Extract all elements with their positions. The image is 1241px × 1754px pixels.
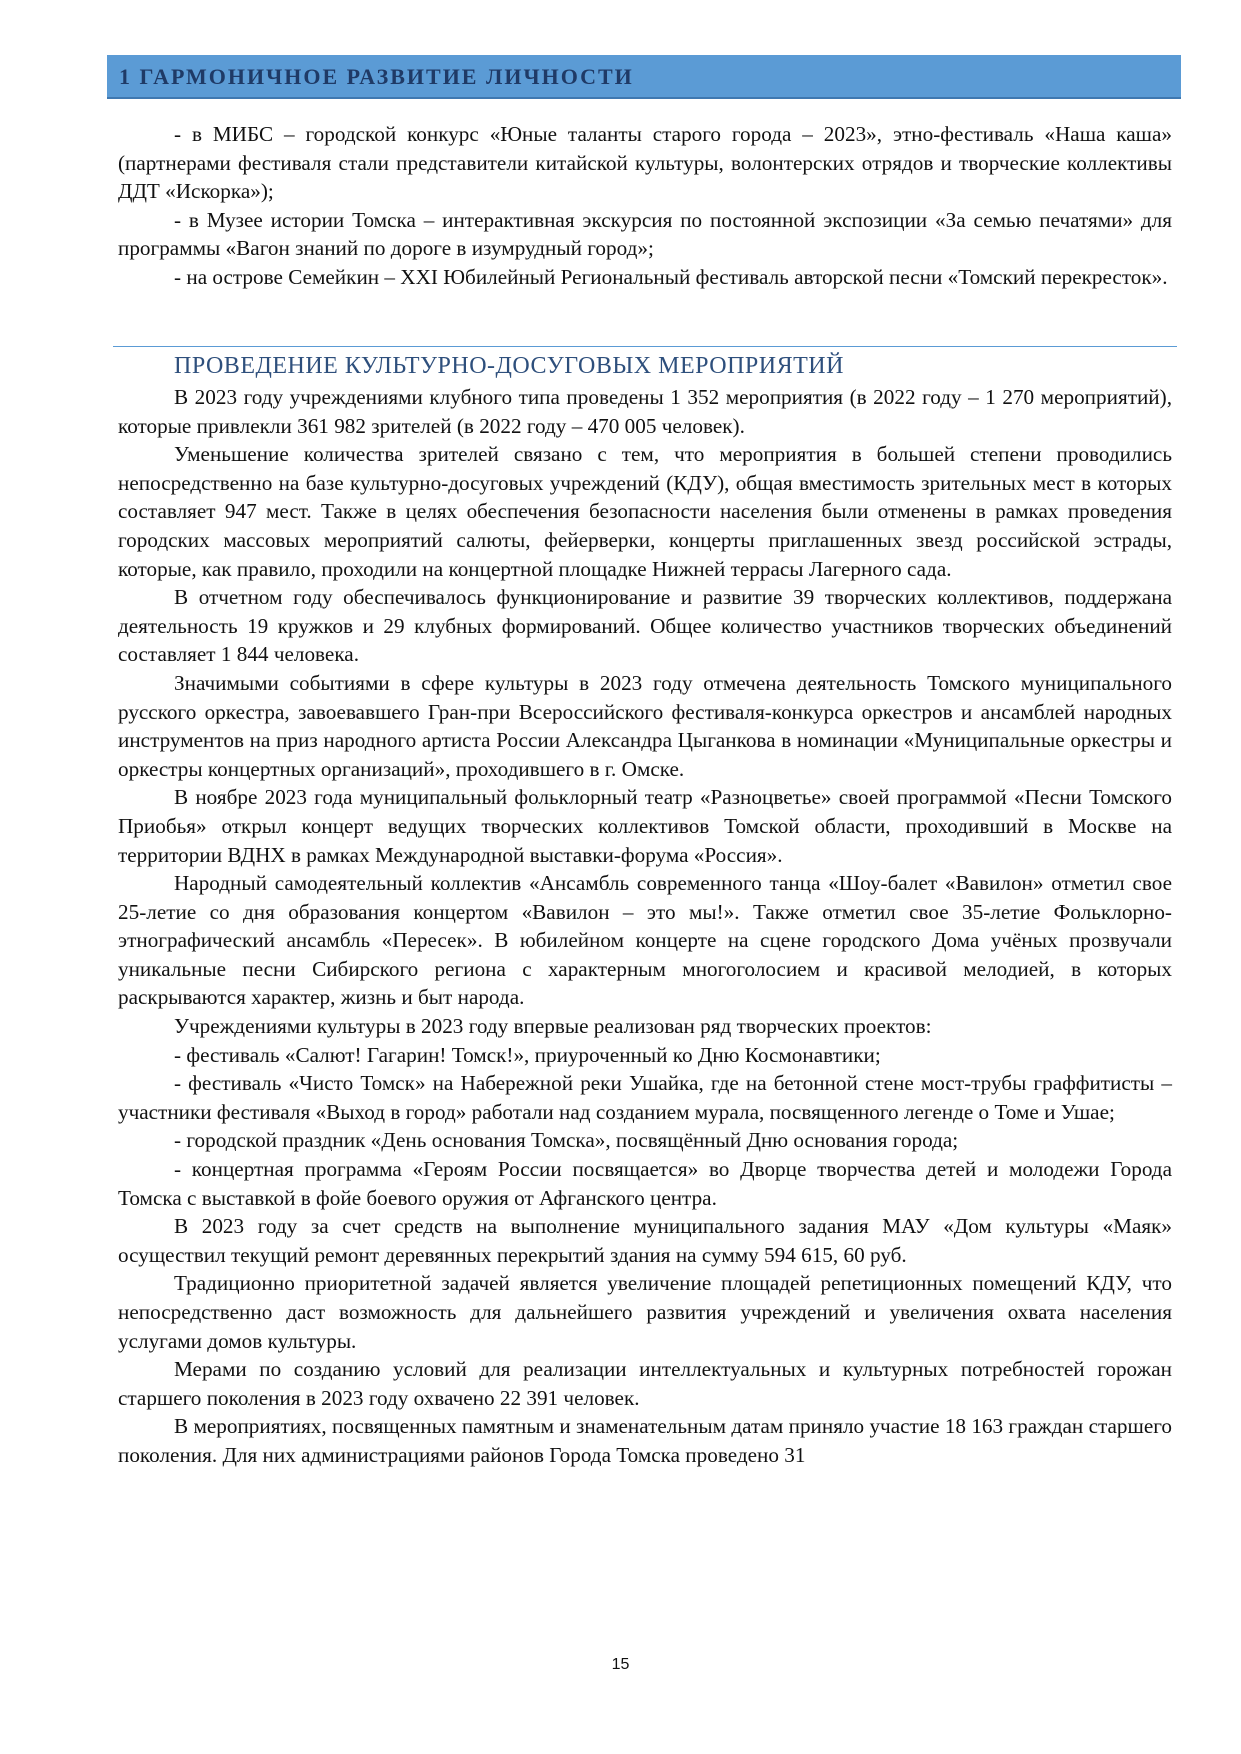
- list-item: - фестиваль «Чисто Томск» на Набережной реки Ушайка, где на бетонной стене мост-трубы граффитисты – участники фестиваля «Выход в город» работали над созданием мурала, посвященного легенде о Томе и Ушае;: [118, 1071, 1172, 1124]
- section-divider: [113, 346, 1177, 347]
- list-item: - городской праздник «День основания Томска», посвящённый Дню основания города;: [174, 1128, 959, 1153]
- intro-list: [118, 120, 1172, 292]
- intro-item: - на острове Семейкин – XXI Юбилейный Региональный фестиваль авторской песни «Томский перекресток».: [174, 264, 1168, 289]
- paragraph: Значимыми событиями в сфере культуры в 2023 году отмечена деятельность Томского муниципального русского оркестра, завоевавшего Гран-при Всероссийского фестиваля-конкурса оркестров и ансамблей народных инструментов на приз народного артиста России Александра Цыганкова в номинации «Муниципальные оркестры и оркестры концертных организаций», проходившего в г. Омске.: [118, 670, 1172, 781]
- page-number: 15: [611, 1656, 630, 1673]
- intro-item: - в МИБС – городской конкурс «Юные таланты старого города – 2023», этно-фестиваль «Наша каша» (партнерами фестиваля стали представители китайской культуры, волонтерских отрядов и творческие коллективы ДДТ «Искорка»);: [118, 122, 1172, 204]
- paragraph: Народный самодеятельный коллектив «Ансамбль современного танца «Шоу-балет «Вавилон» отметил свое 25-летие со дня образования концертом «Вавилон – это мы!». Также отметил свое 35-летие Фольклорно-этнографический ансамбль «Пересек». В юбилейном концерте на сцене городского Дома учёных прозвучали уникальные песни Сибирского региона с характерным многоголосием и красивой мелодией, в которых раскрываются характер, жизнь и быт народа.: [118, 871, 1172, 1010]
- paragraph: В отчетном году обеспечивалось функционирование и развитие 39 творческих коллективов, поддержана деятельность 19 кружков и 29 клубных формирований. Общее количество участников творческих объединений составляет 1 844 человека.: [118, 585, 1172, 667]
- list-item: - концертная программа «Героям России посвящается» во Дворце творчества детей и молодежи Города Томска с выставкой в фойе боевого оружия от Афганского центра.: [118, 1157, 1172, 1210]
- paragraph: В 2023 году учреждениями клубного типа проведены 1 352 мероприятия (в 2022 году – 1 270 мероприятий), которые привлекли 361 982 зрителей (в 2022 году – 470 005 человек).: [118, 385, 1172, 438]
- section-header-title: 1 ГАРМОНИЧНОЕ РАЗВИТИЕ ЛИЧНОСТИ: [119, 64, 634, 89]
- section-heading: ПРОВЕДЕНИЕ КУЛЬТУРНО-ДОСУГОВЫХ МЕРОПРИЯТИЙ: [174, 353, 844, 379]
- paragraph: Учреждениями культуры в 2023 году впервые реализован ряд творческих проектов:: [174, 1014, 932, 1039]
- paragraph: Уменьшение количества зрителей связано с тем, что мероприятия в большей степени проводились непосредственно на базе культурно-досуговых учреждений (КДУ), общая вместимость зрительных мест в которых составляет 947 мест. Также в целях обеспечения безопасности населения были отменены в рамках проведения городских массовых мероприятий салюты, фейерверки, концерты приглашенных звезд российской эстрады, которые, как правило, проходили на концертной площадке Нижней террасы Лагерного сада.: [118, 442, 1172, 581]
- section-header-bar: [107, 55, 1181, 99]
- list-item: - фестиваль «Салют! Гагарин! Томск!», приуроченный ко Дню Космонавтики;: [174, 1042, 881, 1067]
- intro-item: - в Музее истории Томска – интерактивная экскурсия по постоянной экспозиции «За семью печатями» для программы «Вагон знаний по дороге в изумрудный город»;: [118, 207, 1172, 261]
- paragraph: Традиционно приоритетной задачей является увеличение площадей репетиционных помещений КДУ, что непосредственно даст возможность для дальнейшего развития учреждений и увеличения охвата населения услугами домов культуры.: [118, 1271, 1172, 1353]
- paragraph: Мерами по созданию условий для реализации интеллектуальных и культурных потребностей горожан старшего поколения в 2023 году охвачено 22 391 человек.: [118, 1357, 1172, 1410]
- paragraph: В ноябре 2023 года муниципальный фольклорный театр «Разноцветье» своей программой «Песни Томского Приобья» открыл концерт ведущих творческих коллективов Томской области, проходивший в Москве на территории ВДНХ в рамках Международной выставки-форума «Россия».: [118, 785, 1172, 867]
- paragraph: В 2023 году за счет средств на выполнение муниципального задания МАУ «Дом культуры «Маяк» осуществил текущий ремонт деревянных перекрытий здания на сумму 594 615, 60 руб.: [118, 1214, 1172, 1267]
- paragraph: В мероприятиях, посвященных памятным и знаменательным датам приняло участие 18 163 граждан старшего поколения. Для них администрациями районов Города Томска проведено 31: [118, 1414, 1172, 1467]
- section-body: [118, 383, 1172, 1470]
